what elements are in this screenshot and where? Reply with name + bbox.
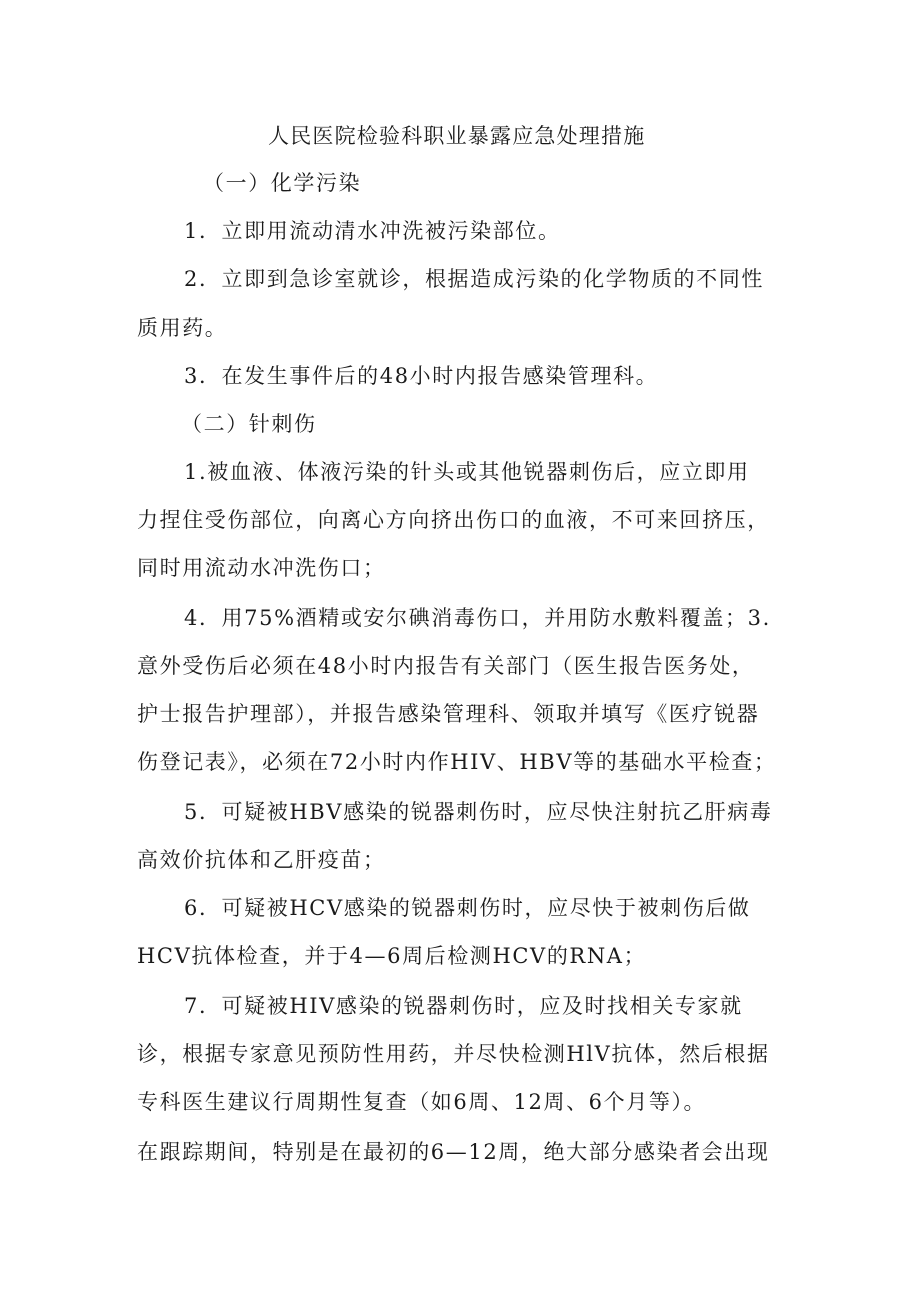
paragraph-line: 1.被血液、体液污染的针头或其他锐器刺伤后，应立即用 (184, 460, 750, 484)
document-title: 人民医院检验科职业暴露应急处理措施 (268, 124, 646, 148)
paragraph-line: 3．在发生事件后的48小时内报告感染管理科。 (184, 364, 659, 388)
paragraph-line: HCV抗体检查，并于4—6周后检测HCV的RNA； (137, 944, 647, 968)
paragraph-line: 同时用流动水冲洗伤口； (137, 556, 386, 580)
paragraph-line: 6．可疑被HCV感染的锐器刺伤时，应尽快于被刺伤后做 (184, 896, 751, 920)
paragraph-line: 质用药。 (137, 316, 228, 340)
paragraph-line: 4．用75%酒精或安尔碘消毒伤口，并用防水敷料覆盖；3. (184, 606, 771, 630)
paragraph-line: 护士报告护理部），并报告感染管理科、领取并填写《医疗锐器 (137, 702, 760, 726)
paragraph-line: 诊，根据专家意见预防性用药，并尽快检测HlV抗体，然后根据 (137, 1042, 770, 1066)
paragraph-line: 2．立即到急诊室就诊，根据造成污染的化学物质的不同性 (184, 267, 764, 291)
paragraph-line: 7．可疑被HIV感染的锐器刺伤时，应及时找相关专家就 (184, 994, 743, 1018)
paragraph-line: 5．可疑被HBV感染的锐器刺伤时，应尽快注射抗乙肝病毒 (184, 800, 773, 824)
paragraph-line: 在跟踪期间，特别是在最初的6—12周，绝大部分感染者会出现 (137, 1140, 770, 1164)
paragraph-line: 力捏住受伤部位，向离心方向挤出伤口的血液，不可来回挤压， (137, 508, 770, 532)
section-heading-needlestick: （二）针刺伤 (181, 412, 317, 436)
section-heading-chemical: （一）化学污染 (203, 171, 362, 195)
paragraph-line: 专科医生建议行周期性复查（如6周、12周、6个月等）。 (137, 1090, 707, 1114)
paragraph-line: 伤登记表》，必须在72小时内作HIV、HBV等的基础水平检查； (137, 750, 777, 774)
paragraph-line: 意外受伤后必须在48小时内报告有关部门（医生报告医务处， (137, 654, 755, 678)
paragraph-line: 1．立即用流动清水冲洗被污染部位。 (184, 219, 561, 243)
paragraph-line: 高效价抗体和乙肝疫苗； (137, 848, 386, 872)
